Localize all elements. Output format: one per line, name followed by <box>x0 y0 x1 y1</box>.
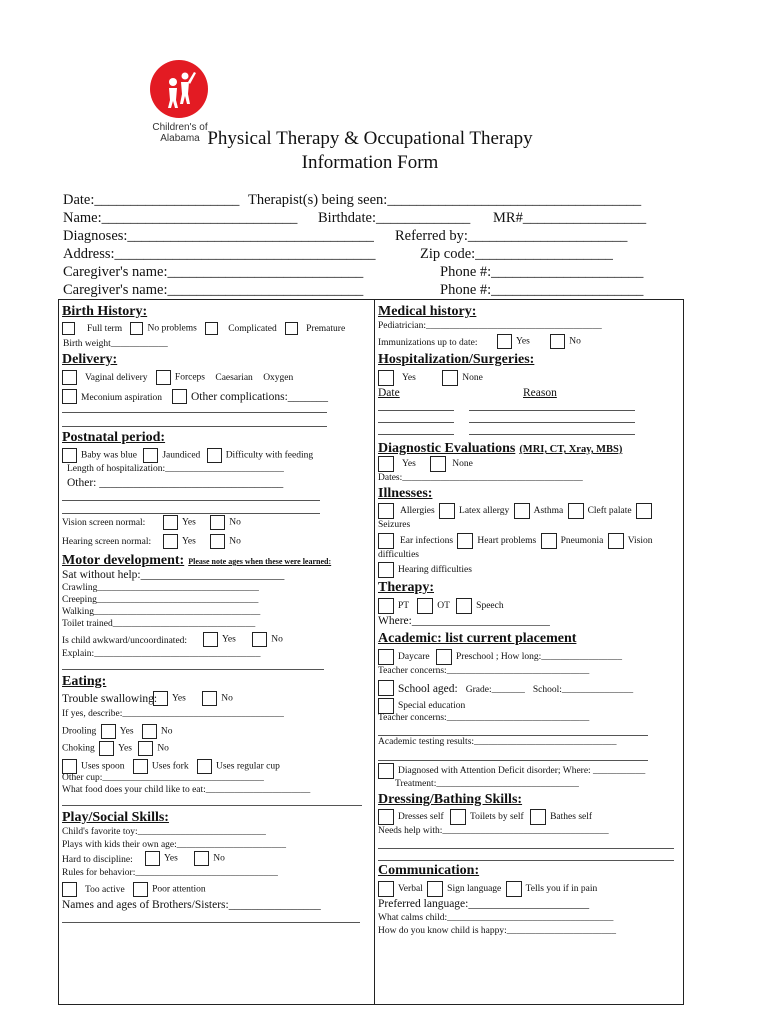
diagnoses-field[interactable]: Diagnoses:__________________________________ <box>63 228 374 244</box>
sat-field[interactable]: Sat without help:_________________________ <box>62 569 285 581</box>
latex-allergy-checkbox[interactable] <box>439 503 455 519</box>
swallowing-no-checkbox[interactable] <box>202 691 217 706</box>
diagnostic-none-checkbox[interactable] <box>430 456 446 472</box>
adhd-checkbox[interactable] <box>378 763 394 779</box>
drooling-no-checkbox[interactable] <box>142 724 157 739</box>
uses-cup-checkbox[interactable] <box>197 759 212 774</box>
length-hospitalization-field[interactable]: Length of hospitalization:_________________________ <box>67 464 284 474</box>
adhd-row: Diagnosed with Attention Deficit disorder; Where: ___________ <box>378 763 645 779</box>
hospitalization-none-checkbox[interactable] <box>442 370 458 386</box>
academic-heading: Academic: list current placement <box>378 631 577 646</box>
communication-row: Verbal Sign language Tells you if in pain <box>378 881 597 897</box>
discipline-yes-checkbox[interactable] <box>145 851 160 866</box>
rules-behavior-field[interactable]: Rules for behavior:______________________________ <box>62 868 278 878</box>
hospitalization-options: Yes None <box>378 370 483 386</box>
delivery-row: Vaginal delivery Forceps Caesarian Oxygen <box>62 370 293 385</box>
explain-field[interactable]: Explain:___________________________________ <box>62 649 261 659</box>
medical-history-heading: Medical history: <box>378 304 477 319</box>
trouble-swallowing-label: Trouble swallowing: <box>62 693 158 705</box>
birth-weight-field[interactable]: Birth weight____________ <box>63 339 168 349</box>
phone-1[interactable]: Phone #:_____________________ <box>440 264 644 280</box>
sign-language-checkbox[interactable] <box>427 881 443 897</box>
where-field[interactable]: Where:________________________ <box>378 615 550 627</box>
play-social-heading: Play/Social Skills: <box>62 810 169 825</box>
treatment-field[interactable]: Treatment:______________________________ <box>395 779 579 789</box>
diagnostic-note: (MRI, CT, Xray, MBS) <box>519 444 623 455</box>
vision-screen-label: Vision screen normal: <box>62 518 146 528</box>
allergies-checkbox[interactable] <box>378 503 394 519</box>
daycare-row: Daycare Preschool ; How long:_________________ <box>378 649 622 665</box>
vision-no-checkbox[interactable] <box>210 515 225 530</box>
children-figures-icon <box>150 60 208 118</box>
tells-pain-checkbox[interactable] <box>506 881 522 897</box>
needs-help-line-1 <box>378 848 674 849</box>
choking-row: Choking Yes No <box>62 741 169 756</box>
explain-line <box>62 669 324 670</box>
other-complications-checkbox[interactable] <box>172 389 187 404</box>
no-problems-checkbox[interactable] <box>130 322 143 335</box>
needs-help-line-2 <box>378 860 674 861</box>
hospitalization-yes-checkbox[interactable] <box>378 370 394 386</box>
awkward-label: Is child awkward/uncoordinated: <box>62 636 188 646</box>
illnesses-heading: Illnesses: <box>378 486 433 501</box>
dressing-row: Dresses self Toilets by self Bathes self <box>378 809 592 825</box>
logo-circle <box>150 60 208 118</box>
seizures-label: Seizures <box>378 520 411 530</box>
awkward-options: Yes No <box>203 632 283 647</box>
immunizations-yes-checkbox[interactable] <box>497 334 512 349</box>
awkward-yes-checkbox[interactable] <box>203 632 218 647</box>
school-aged-row: School aged: Grade:_______ School:_______________ <box>378 679 633 697</box>
meconium-row: Meconium aspiration Other complications:_______ <box>62 387 328 405</box>
diagnostic-heading-row <box>378 439 622 457</box>
eating-heading: Eating: <box>62 674 107 689</box>
poor-attention-checkbox[interactable] <box>133 882 148 897</box>
motor-heading-row <box>62 551 331 569</box>
logo-text: Children's of Alabama <box>152 122 208 144</box>
form-title-line2: Information Form <box>301 152 439 173</box>
uses-spoon-checkbox[interactable] <box>62 759 77 774</box>
toilets-self-checkbox[interactable] <box>450 809 466 825</box>
too-active-checkbox[interactable] <box>62 882 77 897</box>
postnatal-line-1 <box>62 500 320 501</box>
birthdate-field[interactable]: Birthdate:_____________ <box>318 210 471 226</box>
referred-field[interactable]: Referred by:______________________ <box>395 228 628 244</box>
delivery-line-2 <box>62 426 327 427</box>
special-education-checkbox[interactable] <box>378 698 394 714</box>
difficulties-label: difficulties <box>378 550 419 560</box>
preschool-checkbox[interactable] <box>436 649 452 665</box>
baby-blue-checkbox[interactable] <box>62 448 77 463</box>
school-aged-checkbox[interactable] <box>378 680 394 696</box>
date-column-label: Date <box>378 387 400 399</box>
hearing-difficulties-checkbox[interactable] <box>378 562 394 578</box>
swallowing-yes-checkbox[interactable] <box>153 691 168 706</box>
siblings-field[interactable]: Names and ages of Brothers/Sisters:________________ <box>62 899 321 911</box>
grade-field[interactable]: Grade:_______ <box>465 685 525 695</box>
premature-checkbox[interactable] <box>285 322 298 335</box>
delivery-heading: Delivery: <box>62 352 118 367</box>
uses-fork-checkbox[interactable] <box>133 759 148 774</box>
postnatal-line-2 <box>62 513 320 514</box>
postnatal-other-field[interactable]: Other: ________________________________ <box>67 477 284 489</box>
attention-row: Too active Poor attention <box>62 882 206 897</box>
vision-yes-checkbox[interactable] <box>163 515 178 530</box>
address-field[interactable]: Address:____________________________________ <box>63 246 376 262</box>
delivery-line-1 <box>62 412 327 413</box>
name-field[interactable]: Name:___________________________ <box>63 210 298 226</box>
form-title-line1: Physical Therapy & Occupational Therapy <box>207 128 533 149</box>
bathes-self-checkbox[interactable] <box>530 809 546 825</box>
special-ed-row: Special education <box>378 698 465 714</box>
utensils-row: Uses spoon Uses fork Uses regular cup <box>62 759 280 774</box>
academic-testing-field[interactable]: Academic testing results:______________________________ <box>378 737 617 747</box>
pt-checkbox[interactable] <box>378 598 394 614</box>
toilet-trained-field[interactable]: Toilet trained______________________________ <box>62 619 256 629</box>
therapist-field[interactable]: Therapist(s) being seen:___________________________________ <box>248 192 642 208</box>
teacher-concerns-field-1[interactable]: Teacher concerns:______________________________ <box>378 666 590 676</box>
diagnostic-options: Yes None <box>378 456 473 472</box>
ear-infections-checkbox[interactable] <box>378 533 394 549</box>
date-field[interactable]: Date:____________________ <box>63 192 240 208</box>
reason-line-1 <box>469 410 635 411</box>
zip-field[interactable]: Zip code:___________________ <box>420 246 613 262</box>
verbal-checkbox[interactable] <box>378 881 394 897</box>
mr-field[interactable]: MR#_________________ <box>493 210 647 226</box>
meconium-checkbox[interactable] <box>62 389 77 404</box>
communication-heading: Communication: <box>378 863 480 878</box>
academic-testing-line <box>378 760 648 761</box>
diagnostic-heading: Diagnostic Evaluations <box>378 441 516 456</box>
illnesses-row-2: Ear infections Heart problems Pneumonia Vision <box>378 533 653 549</box>
dates-field[interactable]: Dates:______________________________________ <box>378 473 583 483</box>
hearing-difficulties-row: Hearing difficulties <box>378 562 472 578</box>
complicated-checkbox[interactable] <box>205 322 218 335</box>
cleft-palate-checkbox[interactable] <box>568 503 584 519</box>
other-cup-field[interactable]: Other cup:__________________________________ <box>62 773 264 783</box>
motor-heading: Motor development: <box>62 553 185 568</box>
discipline-options: Yes No <box>145 851 225 866</box>
choking-no-checkbox[interactable] <box>138 741 153 756</box>
caregiver-name-1[interactable]: Caregiver's name:___________________________ <box>63 264 364 280</box>
pneumonia-checkbox[interactable] <box>541 533 557 549</box>
school-field[interactable]: School:_______________ <box>532 685 634 695</box>
daycare-checkbox[interactable] <box>378 649 394 665</box>
full-term-checkbox[interactable] <box>62 322 75 335</box>
dresses-self-checkbox[interactable] <box>378 809 394 825</box>
asthma-checkbox[interactable] <box>514 503 530 519</box>
discipline-no-checkbox[interactable] <box>194 851 209 866</box>
swallowing-options: Yes No <box>153 691 233 706</box>
know-happy-field[interactable]: How do you know child is happy:_______________________ <box>378 926 617 936</box>
therapy-options: PT OT Speech <box>378 598 504 614</box>
pediatrician-field[interactable]: Pediatrician:_____________________________________ <box>378 321 602 331</box>
hearing-no-checkbox[interactable] <box>210 534 225 549</box>
vision-screen-options: Yes No <box>163 515 241 530</box>
ot-checkbox[interactable] <box>417 598 433 614</box>
food-line <box>62 805 362 806</box>
vision-difficulties-checkbox[interactable] <box>608 533 624 549</box>
reason-column-label: Reason <box>523 387 557 399</box>
if-yes-describe-field[interactable]: If yes, describe:__________________________________ <box>62 709 284 719</box>
diagnostic-yes-checkbox[interactable] <box>378 456 394 472</box>
forceps-checkbox[interactable] <box>156 370 171 385</box>
drooling-row: Drooling Yes No <box>62 724 173 739</box>
immunizations-label: Immunizations up to date: <box>378 338 478 348</box>
caregiver-name-2[interactable]: Caregiver's name:___________________________ <box>63 282 364 298</box>
choking-yes-checkbox[interactable] <box>99 741 114 756</box>
date-line-3 <box>378 434 454 435</box>
walking-field[interactable]: Walking___________________________________ <box>62 607 261 617</box>
what-food-field[interactable]: What food does your child like to eat:______________________ <box>62 785 311 795</box>
phone-2[interactable]: Phone #:_____________________ <box>440 282 644 298</box>
hospitalization-heading: Hospitalization/Surgeries: <box>378 352 535 367</box>
jaundiced-checkbox[interactable] <box>143 448 158 463</box>
birth-row: Full term No problems Complicated Premature <box>62 322 345 335</box>
teacher-concerns-field-2[interactable]: Teacher concerns:______________________________ <box>378 713 590 723</box>
therapy-heading: Therapy: <box>378 580 434 595</box>
speech-checkbox[interactable] <box>456 598 472 614</box>
birth-history-heading: Birth History: <box>62 304 148 319</box>
date-line-2 <box>378 422 454 423</box>
vaginal-delivery-checkbox[interactable] <box>62 370 77 385</box>
difficulty-feeding-checkbox[interactable] <box>207 448 222 463</box>
drooling-yes-checkbox[interactable] <box>101 724 116 739</box>
illnesses-row-1: Allergies Latex allergy Asthma Cleft palate <box>378 503 656 519</box>
motor-note: Please note ages when these were learned: <box>188 557 332 566</box>
preferred-language-field[interactable]: Preferred language:_____________________ <box>378 898 590 910</box>
favorite-toy-field[interactable]: Child's favorite toy:___________________________ <box>62 827 266 837</box>
siblings-line <box>62 922 360 923</box>
immunizations-options: Yes No <box>497 334 581 349</box>
calms-child-field[interactable]: What calms child:___________________________________ <box>378 913 614 923</box>
postnatal-row: Baby was blue Jaundiced Difficulty with feeding <box>62 448 313 463</box>
date-line-1 <box>378 410 454 411</box>
heart-problems-checkbox[interactable] <box>457 533 473 549</box>
reason-line-3 <box>469 434 635 435</box>
postnatal-heading: Postnatal period: <box>62 430 166 445</box>
needs-help-field[interactable]: Needs help with:___________________________________ <box>378 826 609 836</box>
reason-line-2 <box>469 422 635 423</box>
hearing-screen-options: Yes No <box>163 534 241 549</box>
hard-discipline-label: Hard to discipline: <box>62 855 133 865</box>
hearing-screen-label: Hearing screen normal: <box>62 537 152 547</box>
awkward-no-checkbox[interactable] <box>252 632 267 647</box>
seizures-checkbox[interactable] <box>636 503 652 519</box>
teacher-concerns-line <box>378 735 648 736</box>
dressing-heading: Dressing/Bathing Skills: <box>378 792 523 807</box>
plays-with-kids-field[interactable]: Plays with kids their own age:_______________________ <box>62 840 287 850</box>
crawling-field[interactable]: Crawling__________________________________ <box>62 583 259 593</box>
creeping-field[interactable]: Creeping__________________________________ <box>62 595 259 605</box>
immunizations-no-checkbox[interactable] <box>550 334 565 349</box>
hearing-yes-checkbox[interactable] <box>163 534 178 549</box>
